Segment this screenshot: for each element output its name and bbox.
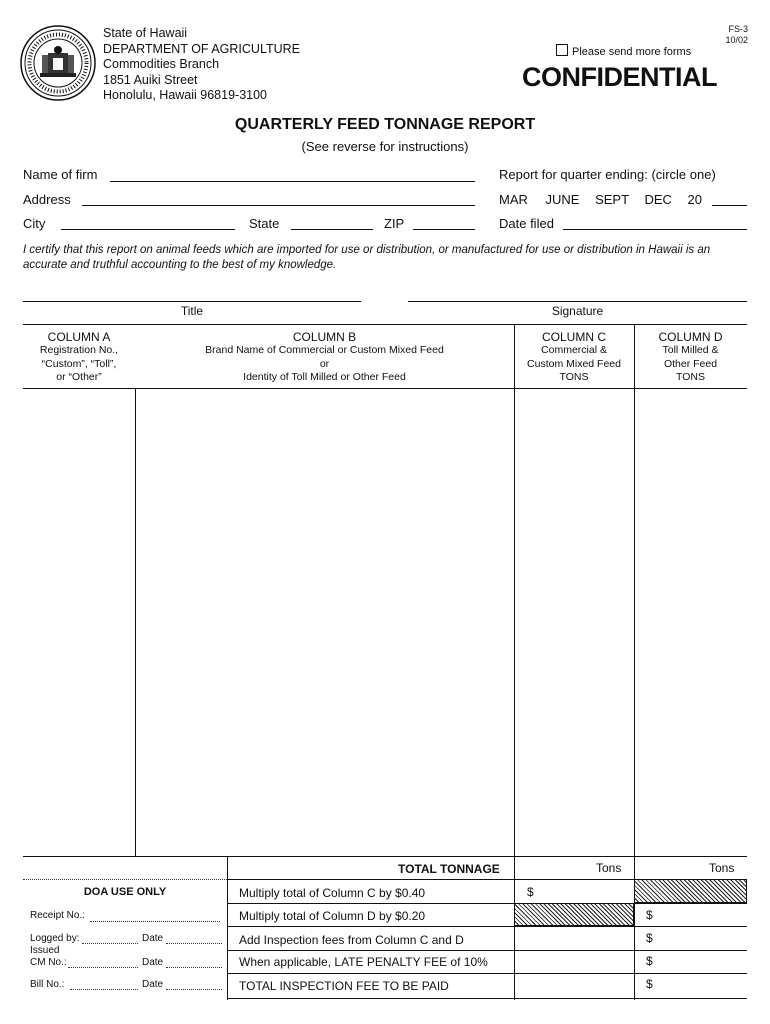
fee-row-c: Multiply total of Column C by $0.40 <box>239 886 426 900</box>
quarter-options <box>499 192 702 207</box>
quarter-dec[interactable]: DEC <box>644 192 672 207</box>
fee-row-penalty: When applicable, LATE PENALTY FEE of 10% <box>239 955 488 969</box>
dollar-penalty: $ <box>646 954 653 968</box>
address-line[interactable] <box>82 205 475 206</box>
total-tonnage-label: TOTAL TONNAGE <box>398 862 500 876</box>
address-label: Address <box>23 192 71 207</box>
doa-divider <box>227 856 228 1000</box>
receipt-line[interactable] <box>90 921 220 922</box>
date-label: Date <box>142 933 164 944</box>
signature-label: Signature <box>551 304 604 318</box>
date-label: Date <box>142 957 164 968</box>
checkbox-icon[interactable] <box>556 44 568 56</box>
logged-date-line[interactable] <box>166 943 222 944</box>
receipt-label: Receipt No.: <box>30 910 86 921</box>
state-label: State <box>249 216 280 231</box>
city-label: City <box>23 216 46 231</box>
confidential-label: CONFIDENTIAL <box>522 62 717 92</box>
state-line[interactable] <box>291 229 373 230</box>
column-b-header: COLUMN B Brand Name of Commercial or Custom Mixed Feed or Identity of Toll Milled or Other Feed <box>205 330 444 383</box>
year-prefix: 20 <box>687 192 702 207</box>
bill-date-line[interactable] <box>166 989 222 990</box>
table-top-rule <box>23 324 747 325</box>
cm-date-line[interactable] <box>166 967 222 968</box>
bill-no-line[interactable] <box>70 989 138 990</box>
hatched-cell <box>514 903 634 926</box>
certification-text: I certify that this report on animal feeds which are imported for use or distribution, or manufactured for use or distribution in Hawaii is an accurate and truthful accounting to the best of my knowledge. <box>23 244 711 271</box>
quarter-mar[interactable]: MAR <box>499 192 528 207</box>
year-line[interactable] <box>712 205 747 206</box>
date-filed-line[interactable] <box>563 229 747 230</box>
quarter-june[interactable]: JUNE <box>545 192 580 207</box>
agency-line: Honolulu, Hawaii 96819-3100 <box>103 88 268 102</box>
col-divider-ab <box>135 388 136 856</box>
logged-by-label: Logged by: <box>30 933 80 944</box>
quarter-sept[interactable]: SEPT <box>595 192 629 207</box>
tons-c-label: Tons <box>596 861 622 875</box>
agency-line: 1851 Auiki Street <box>103 72 198 87</box>
col-divider-bc <box>514 324 515 1000</box>
agency-line: State of Hawaii <box>103 26 188 40</box>
fee-row-d: Multiply total of Column D by $0.20 <box>239 909 426 923</box>
form-id: FS-3 10/02 <box>725 24 748 45</box>
state-seal-icon <box>20 25 96 101</box>
agency-line: Commodities Branch <box>103 57 220 71</box>
name-of-firm-label: Name of firm <box>23 167 98 182</box>
more-forms-checkbox[interactable] <box>556 44 691 58</box>
issued-label: Issued <box>30 945 60 956</box>
column-a-header: COLUMN A Registration No., “Custom”, “Toll”, or “Other” <box>39 330 119 383</box>
fee-row-total: TOTAL INSPECTION FEE TO BE PAID <box>239 979 449 993</box>
fee-row-rule-3 <box>227 950 747 951</box>
name-of-firm-line[interactable] <box>110 181 475 182</box>
dollar-c: $ <box>527 885 534 899</box>
agency-line: DEPARTMENT OF AGRICULTURE <box>103 41 301 56</box>
column-c-header: COLUMN C Commercial & Custom Mixed Feed TONS <box>527 330 621 383</box>
doa-heading: DOA USE ONLY <box>83 886 167 898</box>
more-forms-label: Please send more forms <box>572 46 692 58</box>
fee-row-add: Add Inspection fees from Column C and D <box>239 933 464 947</box>
agency-address-block <box>103 26 300 104</box>
date-filed-label: Date filed <box>499 216 554 231</box>
bill-no-label: Bill No.: <box>30 979 65 990</box>
header-bottom-rule <box>23 388 747 389</box>
fee-row-rule-1 <box>227 903 747 904</box>
column-d-header: COLUMN D Toll Milled & Other Feed TONS <box>658 330 723 383</box>
fee-row-rule-2 <box>227 926 747 927</box>
zip-label: ZIP <box>384 216 405 231</box>
signature-line[interactable] <box>408 301 747 302</box>
cm-no-label: CM No.: <box>30 957 67 968</box>
fee-row-rule-4 <box>227 973 747 974</box>
tons-d-label: Tons <box>709 861 735 875</box>
title-line[interactable] <box>23 301 361 302</box>
report-subtitle: (See reverse for instructions) <box>301 139 469 154</box>
title-label: Title <box>180 304 204 318</box>
fee-row-rule-5 <box>227 998 747 999</box>
dollar-add: $ <box>646 931 653 945</box>
cm-no-line[interactable] <box>68 967 138 968</box>
zip-line[interactable] <box>413 229 475 230</box>
city-line[interactable] <box>61 229 235 230</box>
date-label: Date <box>142 979 164 990</box>
logged-by-line[interactable] <box>82 943 138 944</box>
quarter-label: Report for quarter ending: (circle one) <box>499 167 716 182</box>
totals-top-rule <box>23 856 747 857</box>
report-title: QUARTERLY FEED TONNAGE REPORT <box>234 116 536 133</box>
dollar-total: $ <box>646 977 653 991</box>
dollar-d: $ <box>646 908 653 922</box>
doa-top-rule <box>23 879 227 880</box>
hatched-cell <box>634 879 747 903</box>
